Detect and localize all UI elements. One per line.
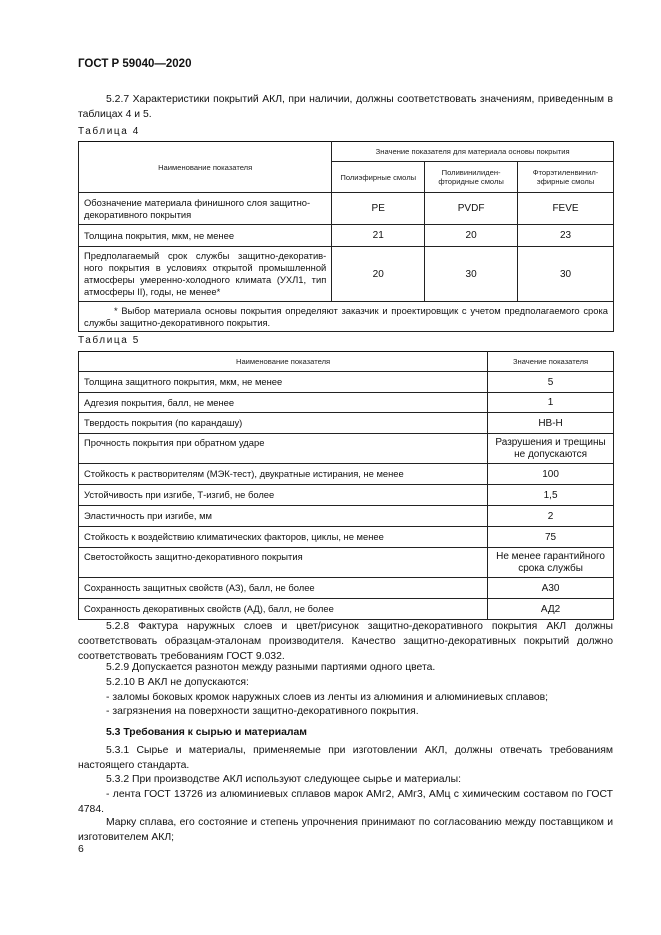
page-number: 6	[78, 844, 84, 855]
list-item: - заломы боковых кромок наружных слоев из ленты из алюминия и алюминиевых сплавов;	[106, 692, 549, 703]
table5-cell-value: НВ-Н	[488, 413, 614, 434]
document-header: ГОСТ Р 59040—2020	[78, 58, 192, 70]
table-4	[78, 141, 614, 332]
paragraph-5-2-7: 5.2.7 Характеристики покрытий АКЛ, при наличии, должны соответствовать значениям, приведенным в таблицах 4 и 5.	[78, 94, 613, 120]
table5-cell-value: АД2	[488, 599, 614, 620]
table-row	[79, 578, 614, 599]
table4-cell: PVDF	[425, 193, 518, 225]
table5-cell-name: Твердость покрытия (по карандашу)	[79, 413, 488, 434]
table4-footnote: * Выбор материала основы покрытия определяют заказчик и проектировщик с учетом предполагаемого срока службы защитно-декоративного покрытия.	[79, 302, 614, 332]
table-row	[79, 599, 614, 620]
table5-col-name: Наименование показателя	[79, 352, 488, 372]
table5-cell-value: А30	[488, 578, 614, 599]
table5-cell-value: 1	[488, 393, 614, 413]
table-row	[79, 372, 614, 393]
table4-cell: 20	[332, 247, 425, 302]
list-item: - лента ГОСТ 13726 из алюминиевых сплавов марок АМг2, АМг3, АМц с химическим составом по ГОСТ 4784.	[78, 789, 613, 815]
table4-cell: PE	[332, 193, 425, 225]
paragraph-alloy-grade: Марку сплава, его состояние и степень упрочнения принимают по согласованию между поставщиком и изготовителем АКЛ;	[78, 817, 613, 843]
table4-cell-name: Предполагаемый срок службы защитно-декоратив-ного покрытия в условиях открытой промышленной атмосферы умеренно-холодного климата (УХЛ1, тип атмосферы II), годы, не менее*	[79, 247, 332, 302]
table5-cell-name: Сохранность защитных свойств (АЗ), балл, не более	[79, 578, 488, 599]
table4-cell: 30	[425, 247, 518, 302]
table5-cell-name: Эластичность при изгибе, мм	[79, 506, 488, 527]
table4-sub-header: Поливинилиден-фторидные смолы	[425, 162, 518, 193]
table5-cell-value: 75	[488, 527, 614, 548]
table5-cell-name: Устойчивость при изгибе, Т-изгиб, не более	[79, 485, 488, 506]
table4-sub-header: Полиэфирные смолы	[332, 162, 425, 193]
table-row	[79, 393, 614, 413]
table5-cell-name: Стойкость к воздействию климатических факторов, циклы, не менее	[79, 527, 488, 548]
table-row	[79, 527, 614, 548]
table4-cell-name: Толщина покрытия, мкм, не менее	[79, 225, 332, 247]
table-5	[78, 351, 614, 620]
table-row	[79, 434, 614, 464]
table5-cell-value: 5	[488, 372, 614, 393]
table5-cell-value: 2	[488, 506, 614, 527]
table4-cell: FEVE	[518, 193, 614, 225]
table-row	[79, 548, 614, 578]
table-row	[79, 225, 614, 247]
table5-caption: Таблица 5	[78, 335, 140, 346]
table5-cell-name: Прочность покрытия при обратном ударе	[79, 434, 488, 464]
table-row	[79, 413, 614, 434]
section-title-5-3: 5.3 Требования к сырью и материалам	[106, 727, 307, 738]
table4-col-name: Наименование показателя	[79, 142, 332, 193]
table4-caption: Таблица 4	[78, 126, 140, 137]
table5-cell-name: Светостойкость защитно-декоративного покрытия	[79, 548, 488, 578]
list-item: - загрязнения на поверхности защитно-декоративного покрытия.	[106, 706, 419, 717]
paragraph-5-3-2: 5.3.2 При производстве АКЛ используют следующее сырье и материалы:	[106, 774, 461, 785]
table-row	[79, 506, 614, 527]
paragraph-5-2-8: 5.2.8 Фактура наружных слоев и цвет/рисунок защитно-декоративного покрытия АКЛ должны соответствовать образцам-эталонам производителя. Качество защитно-декоративных покрытий должно соответствовать требованиям ГОСТ 9.032.	[78, 621, 613, 662]
table4-sub-header: Фторэтиленвинил-эфирные смолы	[518, 162, 614, 193]
table4-cell: 21	[332, 225, 425, 247]
table5-cell-value: Не менее гарантийного срока службы	[488, 548, 614, 578]
table4-cell-name: Обозначение материала финишного слоя защитно-декоративного покрытия	[79, 193, 332, 225]
table5-cell-value: 1,5	[488, 485, 614, 506]
paragraph-5-3-1: 5.3.1 Сырье и материалы, применяемые при изготовлении АКЛ, должны отвечать требованиям настоящего стандарта.	[78, 745, 613, 771]
table4-cell: 20	[425, 225, 518, 247]
table5-cell-name: Толщина защитного покрытия, мкм, не менее	[79, 372, 488, 393]
table5-cell-name: Сохранность декоративных свойств (АД), балл, не более	[79, 599, 488, 620]
table5-cell-value: Разрушения и трещины не допускаются	[488, 434, 614, 464]
table4-cell: 23	[518, 225, 614, 247]
table-row	[79, 485, 614, 506]
table-row	[79, 193, 614, 225]
table5-cell-name: Адгезия покрытия, балл, не менее	[79, 393, 488, 413]
table-row	[79, 464, 614, 485]
table4-col-group: Значение показателя для материала основы покрытия	[332, 142, 614, 162]
table5-col-value: Значение показателя	[488, 352, 614, 372]
paragraph-5-2-9: 5.2.9 Допускается разнотон между разными партиями одного цвета.	[106, 662, 436, 673]
table5-cell-name: Стойкость к растворителям (МЭК-тест), двукратные истирания, не менее	[79, 464, 488, 485]
table-row	[79, 247, 614, 302]
paragraph-5-2-10: 5.2.10 В АКЛ не допускаются:	[106, 677, 249, 688]
table5-cell-value: 100	[488, 464, 614, 485]
table4-cell: 30	[518, 247, 614, 302]
